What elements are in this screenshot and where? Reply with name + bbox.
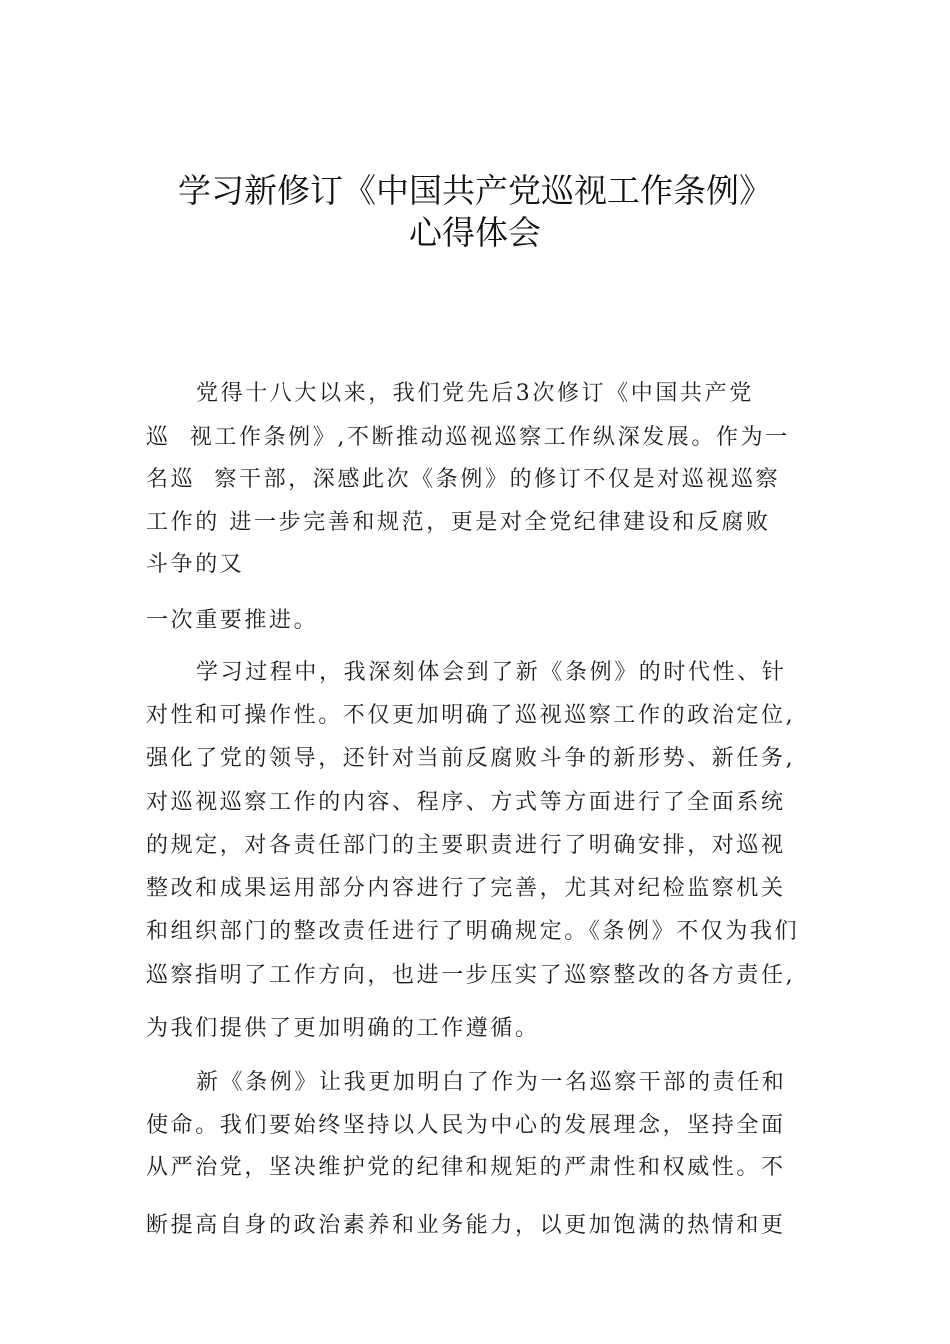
body-line: 整改和成果运用部分内容进行了完善，尤其对纪检监察机关 (146, 876, 786, 901)
body-line: 名巡 察干部，深感此次《条例》的修订不仅是对巡视巡察 (146, 467, 781, 492)
body-line: 巡察指明了工作方向，也进一步压实了巡察整改的各方责任, (146, 963, 796, 988)
document-title-line-2: 心得体会 (409, 213, 541, 252)
body-line: 从严治党，坚决维护党的纪律和规矩的严肃性和权威性。不 (146, 1155, 786, 1180)
body-line: 强化了党的领导，还针对当前反腐败斗争的新形势、新任务, (146, 746, 796, 771)
body-line: 为我们提供了更加明确的工作遵循。 (146, 1016, 540, 1041)
body-line: 对巡视巡察工作的内容、程序、方式等方面进行了全面系统 (146, 790, 786, 815)
body-line: 新《条例》让我更加明白了作为一名巡察干部的责任和 (196, 1070, 787, 1095)
body-line: 斗争的又 (146, 552, 245, 577)
body-line: 学习过程中，我深刻体会到了新《条例》的时代性、针 (196, 660, 787, 685)
body-line: 的规定，对各责任部门的主要职责进行了明确安排，对巡视 (146, 833, 786, 858)
body-line: 和组织部门的整改责任进行了明确规定。《条例》不仅为我们 (146, 919, 800, 944)
body-line: 党得十八大以来，我们党先后3次修订《中国共产党 (196, 381, 754, 406)
body-line: 巡 视工作条例》,不断推动巡视巡察工作纵深发展。作为一 (146, 425, 790, 450)
body-line: 对性和可操作性。不仅更加明确了巡视巡察工作的政治定位, (146, 703, 796, 728)
body-line: 断提高自身的政治素养和业务能力，以更加饱满的热情和更 (146, 1213, 786, 1238)
body-line: 一次重要推进。 (146, 608, 319, 633)
body-line: 工作的 进一步完善和规范，更是对全党纪律建设和反腐败 (146, 510, 771, 535)
body-line: 使命。我们要始终坚持以人民为中心的发展理念，坚持全面 (146, 1113, 786, 1138)
document-title-line-1: 学习新修订《中国共产党巡视工作条例》 (178, 171, 772, 210)
